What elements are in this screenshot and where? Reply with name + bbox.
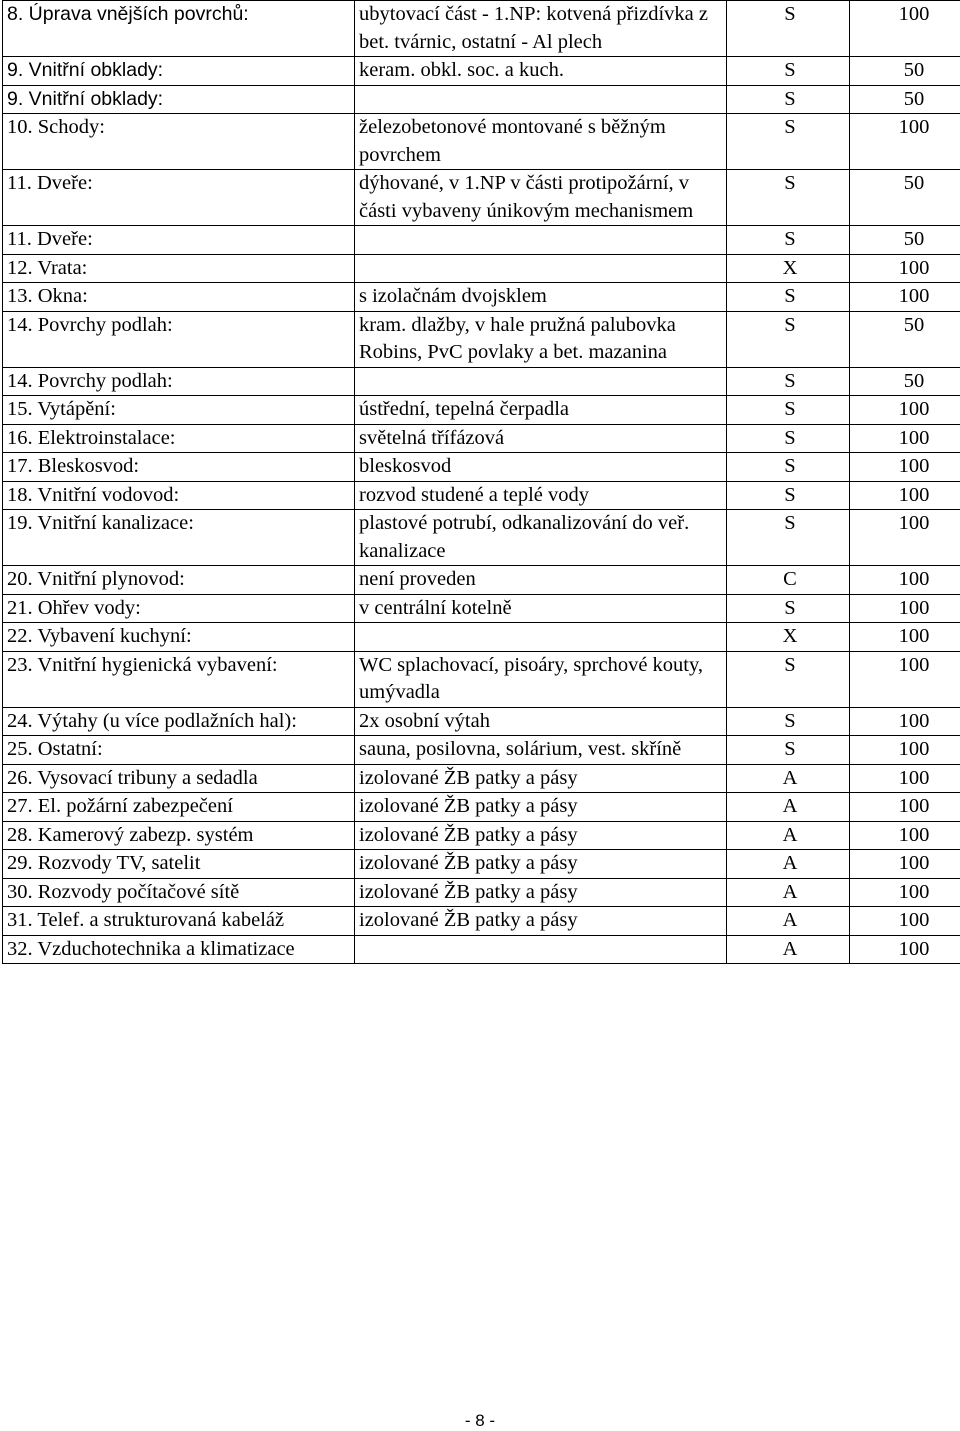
table-row: [3, 481, 960, 510]
item-name-cell: 9. Vnitřní obklady:: [3, 57, 355, 86]
table-row: [3, 935, 960, 964]
item-code-cell: S: [727, 481, 850, 510]
item-description-cell: [355, 367, 727, 396]
item-code-cell: S: [727, 367, 850, 396]
item-code-cell: S: [727, 226, 850, 255]
item-code-cell: S: [727, 594, 850, 623]
item-description-cell: kram. dlažby, v hale pružná palubovka Robins, PvC povlaky a bet. mazanina: [355, 311, 727, 367]
item-code-cell: S: [727, 283, 850, 312]
item-code-cell: C: [727, 566, 850, 595]
item-description-cell: rozvod studené a teplé vody: [355, 481, 727, 510]
item-description-cell: ubytovací část - 1.NP: kotvená přizdívka z bet. tvárnic, ostatní - Al plech: [355, 1, 727, 57]
item-description-cell: keram. obkl. soc. a kuch.: [355, 57, 727, 86]
item-percent-cell: 100: [850, 453, 960, 482]
item-name-cell: 15. Vytápění:: [3, 396, 355, 425]
table-row: [3, 623, 960, 652]
item-percent-cell: 100: [850, 566, 960, 595]
table-row: [3, 1, 960, 57]
item-percent-cell: 100: [850, 1, 960, 57]
item-percent-cell: 100: [850, 510, 960, 566]
table-row: [3, 878, 960, 907]
item-description-cell: WC splachovací, pisoáry, sprchové kouty, umývadla: [355, 651, 727, 707]
item-description-cell: izolované ŽB patky a pásy: [355, 850, 727, 879]
item-description-cell: není proveden: [355, 566, 727, 595]
item-description-cell: izolované ŽB patky a pásy: [355, 793, 727, 822]
item-percent-cell: 50: [850, 226, 960, 255]
item-code-cell: S: [727, 396, 850, 425]
table-row: [3, 736, 960, 765]
item-name-cell: 12. Vrata:: [3, 254, 355, 283]
item-code-cell: S: [727, 311, 850, 367]
item-name-cell: 32. Vzduchotechnika a klimatizace: [3, 935, 355, 964]
item-percent-cell: 100: [850, 907, 960, 936]
item-name-cell: 11. Dveře:: [3, 170, 355, 226]
item-name-cell: 17. Bleskosvod:: [3, 453, 355, 482]
item-name-cell: 19. Vnitřní kanalizace:: [3, 510, 355, 566]
item-code-cell: S: [727, 707, 850, 736]
item-name-cell: 9. Vnitřní obklady:: [3, 85, 355, 114]
item-description-cell: ústřední, tepelná čerpadla: [355, 396, 727, 425]
item-description-cell: v centrální kotelně: [355, 594, 727, 623]
item-name-cell: 11. Dveře:: [3, 226, 355, 255]
item-name-cell: 14. Povrchy podlah:: [3, 311, 355, 367]
item-description-cell: železobetonové montované s běžným povrchem: [355, 114, 727, 170]
item-description-cell: plastové potrubí, odkanalizování do veř. kanalizace: [355, 510, 727, 566]
item-code-cell: A: [727, 935, 850, 964]
item-code-cell: A: [727, 907, 850, 936]
item-name-cell: 21. Ohřev vody:: [3, 594, 355, 623]
item-percent-cell: 100: [850, 424, 960, 453]
item-name-cell: 29. Rozvody TV, satelit: [3, 850, 355, 879]
table-row: [3, 566, 960, 595]
item-code-cell: A: [727, 821, 850, 850]
table-row: [3, 510, 960, 566]
item-name-cell: 25. Ostatní:: [3, 736, 355, 765]
item-code-cell: S: [727, 651, 850, 707]
table-row: [3, 453, 960, 482]
table-row: [3, 396, 960, 425]
page-number: - 8 -: [0, 1411, 960, 1431]
table-row: [3, 907, 960, 936]
item-percent-cell: 50: [850, 170, 960, 226]
table-row: [3, 651, 960, 707]
item-name-cell: 30. Rozvody počítačové sítě: [3, 878, 355, 907]
item-percent-cell: 50: [850, 57, 960, 86]
item-name-cell: 28. Kamerový zabezp. systém: [3, 821, 355, 850]
item-percent-cell: 100: [850, 850, 960, 879]
item-name-cell: 18. Vnitřní vodovod:: [3, 481, 355, 510]
item-percent-cell: 100: [850, 594, 960, 623]
item-code-cell: S: [727, 510, 850, 566]
item-percent-cell: 100: [850, 114, 960, 170]
item-name-cell: 10. Schody:: [3, 114, 355, 170]
item-percent-cell: 100: [850, 736, 960, 765]
table-row: [3, 764, 960, 793]
item-name-cell: 8. Úprava vnějších povrchů:: [3, 1, 355, 57]
item-name-cell: 27. El. požární zabezpečení: [3, 793, 355, 822]
item-code-cell: X: [727, 623, 850, 652]
item-description-cell: izolované ŽB patky a pásy: [355, 878, 727, 907]
specification-table: [2, 0, 960, 964]
item-description-cell: sauna, posilovna, solárium, vest. skříně: [355, 736, 727, 765]
item-percent-cell: 100: [850, 396, 960, 425]
item-description-cell: 2x osobní výtah: [355, 707, 727, 736]
item-percent-cell: 100: [850, 764, 960, 793]
item-name-cell: 24. Výtahy (u více podlažních hal):: [3, 707, 355, 736]
item-description-cell: [355, 935, 727, 964]
table-row: [3, 424, 960, 453]
item-percent-cell: 100: [850, 481, 960, 510]
item-code-cell: X: [727, 254, 850, 283]
table-row: [3, 57, 960, 86]
table-row: [3, 594, 960, 623]
item-percent-cell: 100: [850, 878, 960, 907]
item-description-cell: [355, 254, 727, 283]
item-code-cell: S: [727, 170, 850, 226]
item-percent-cell: 100: [850, 254, 960, 283]
item-name-cell: 14. Povrchy podlah:: [3, 367, 355, 396]
item-code-cell: S: [727, 85, 850, 114]
item-percent-cell: 100: [850, 283, 960, 312]
item-code-cell: A: [727, 793, 850, 822]
item-description-cell: [355, 85, 727, 114]
item-percent-cell: 50: [850, 85, 960, 114]
item-code-cell: A: [727, 764, 850, 793]
item-percent-cell: 100: [850, 821, 960, 850]
table-row: [3, 793, 960, 822]
item-code-cell: A: [727, 878, 850, 907]
item-code-cell: S: [727, 736, 850, 765]
table-row: [3, 85, 960, 114]
item-code-cell: S: [727, 453, 850, 482]
item-name-cell: 23. Vnitřní hygienická vybavení:: [3, 651, 355, 707]
item-code-cell: S: [727, 1, 850, 57]
table-row: [3, 367, 960, 396]
item-code-cell: S: [727, 57, 850, 86]
table-row: [3, 821, 960, 850]
specification-table-body: [3, 1, 960, 964]
table-row: [3, 311, 960, 367]
item-description-cell: izolované ŽB patky a pásy: [355, 907, 727, 936]
item-code-cell: A: [727, 850, 850, 879]
item-description-cell: světelná třífázová: [355, 424, 727, 453]
table-row: [3, 170, 960, 226]
item-percent-cell: 100: [850, 793, 960, 822]
item-name-cell: 31. Telef. a strukturovaná kabeláž: [3, 907, 355, 936]
item-percent-cell: 100: [850, 623, 960, 652]
item-percent-cell: 50: [850, 367, 960, 396]
table-row: [3, 226, 960, 255]
item-description-cell: dýhované, v 1.NP v části protipožární, v části vybaveny únikovým mechanismem: [355, 170, 727, 226]
table-row: [3, 254, 960, 283]
item-description-cell: izolované ŽB patky a pásy: [355, 821, 727, 850]
item-description-cell: [355, 226, 727, 255]
item-description-cell: bleskosvod: [355, 453, 727, 482]
item-description-cell: izolované ŽB patky a pásy: [355, 764, 727, 793]
item-description-cell: s izolačnám dvojsklem: [355, 283, 727, 312]
item-name-cell: 13. Okna:: [3, 283, 355, 312]
item-percent-cell: 50: [850, 311, 960, 367]
item-name-cell: 16. Elektroinstalace:: [3, 424, 355, 453]
item-code-cell: S: [727, 114, 850, 170]
table-row: [3, 850, 960, 879]
item-percent-cell: 100: [850, 935, 960, 964]
item-name-cell: 22. Vybavení kuchyní:: [3, 623, 355, 652]
table-row: [3, 283, 960, 312]
item-percent-cell: 100: [850, 651, 960, 707]
item-name-cell: 26. Vysovací tribuny a sedadla: [3, 764, 355, 793]
table-row: [3, 707, 960, 736]
item-percent-cell: 100: [850, 707, 960, 736]
item-name-cell: 20. Vnitřní plynovod:: [3, 566, 355, 595]
item-code-cell: S: [727, 424, 850, 453]
table-row: [3, 114, 960, 170]
item-description-cell: [355, 623, 727, 652]
